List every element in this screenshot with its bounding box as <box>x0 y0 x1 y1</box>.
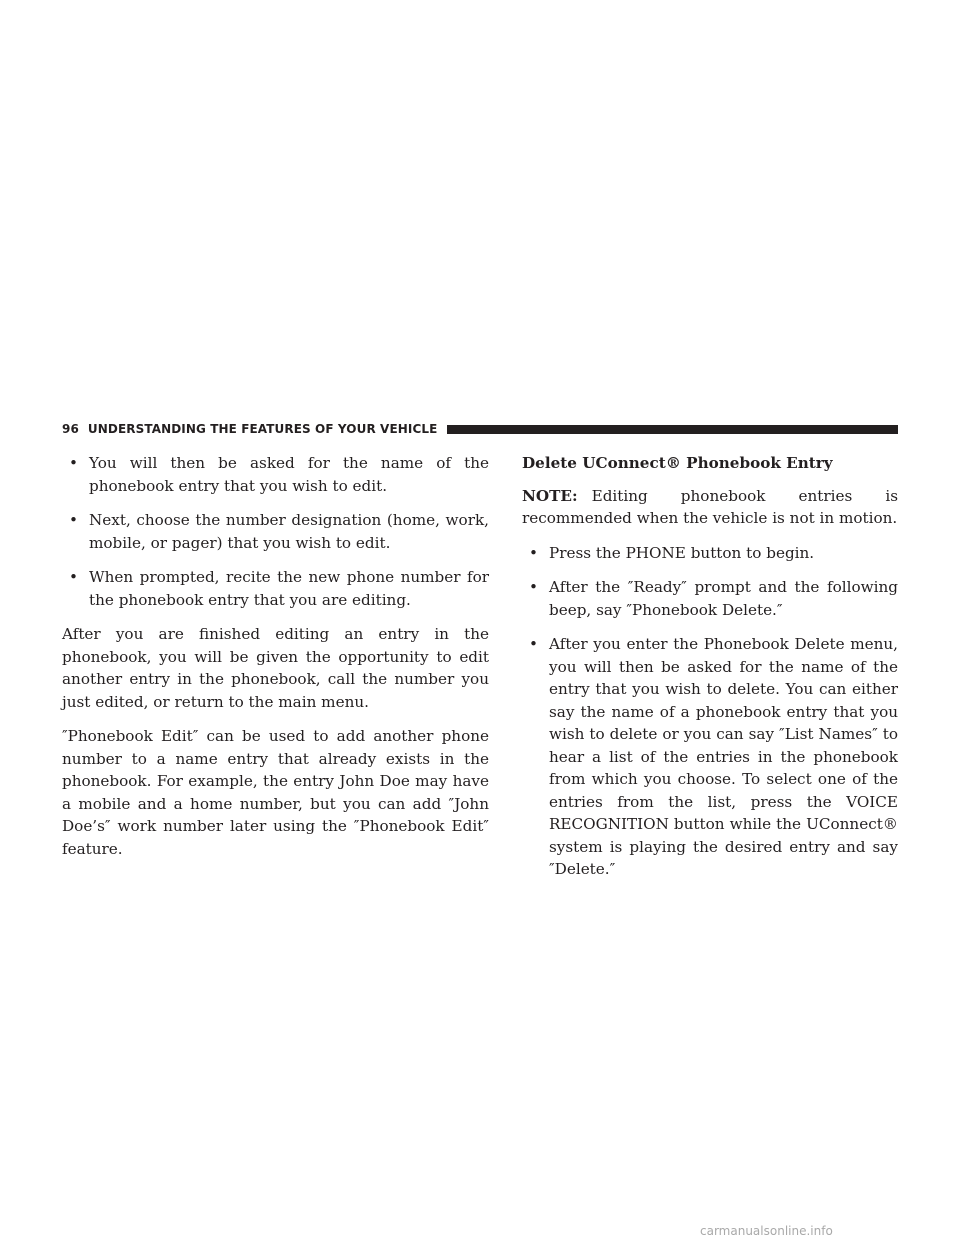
list-item <box>62 509 489 554</box>
bullet-icon: • <box>69 568 78 586</box>
list-item <box>522 633 898 881</box>
section-heading: Delete UConnect® Phonebook Entry <box>522 454 833 472</box>
page-header <box>62 421 898 437</box>
bullet-icon: • <box>529 635 538 653</box>
note-label: NOTE: <box>522 486 578 505</box>
list-item-text: Press the PHONE button to begin. <box>549 543 815 562</box>
page-number: 96 <box>62 422 79 436</box>
bullet-icon: • <box>529 543 538 562</box>
list-item-text: Next, choose the number designation (home, work, mobile, or pager) that you wish to edit. <box>89 511 489 552</box>
list-item-text: After the ″Ready″ prompt and the following beep, say ″Phonebook Delete.″ <box>549 578 898 619</box>
left-column <box>62 452 489 872</box>
bullet-icon: • <box>69 454 78 472</box>
paragraph: After you are finished editing an entry in the phonebook, you will be given the opportunity to edit another entry in the phonebook, call the number you just edited, or return to the main menu. <box>62 625 489 711</box>
bullet-icon: • <box>529 578 538 596</box>
list-item <box>522 542 898 565</box>
watermark: carmanualsonline.info <box>700 1224 833 1238</box>
list-item <box>62 452 489 497</box>
note-text: Editing phonebook entries is recommended when the vehicle is not in motion. <box>522 486 898 527</box>
note-paragraph <box>522 485 898 530</box>
right-column <box>522 452 898 893</box>
list-item-text: After you enter the Phonebook Delete menu, you will then be asked for the name of the entry that you wish to delete. You can either say the name of a phonebook entry that you wish to delete or you can say ″List Names″ to hear a list of the entries in the phonebook from which you choose. To select one of the entries from the list, press the VOICE RECOGNITION button while the UConnect® system is playing the desired entry and say ″Delete.″ <box>549 635 898 878</box>
paragraph: ″Phonebook Edit″ can be used to add another phone number to a name entry that already exists in the phonebook. For example, the entry John Doe may have a mobile and a home number, but you can add ″John Doe’s″ work number later using the ″Phonebook Edit″ feature. <box>62 727 489 858</box>
list-item <box>62 566 489 611</box>
list-item-text: You will then be asked for the name of the phonebook entry that you wish to edit. <box>89 454 489 495</box>
header-title: UNDERSTANDING THE FEATURES OF YOUR VEHICLE <box>87 422 438 436</box>
list-item <box>522 576 898 621</box>
header-rule <box>447 425 898 434</box>
list-item-text: When prompted, recite the new phone number for the phonebook entry that you are editing. <box>89 568 489 609</box>
bullet-icon: • <box>69 511 78 529</box>
